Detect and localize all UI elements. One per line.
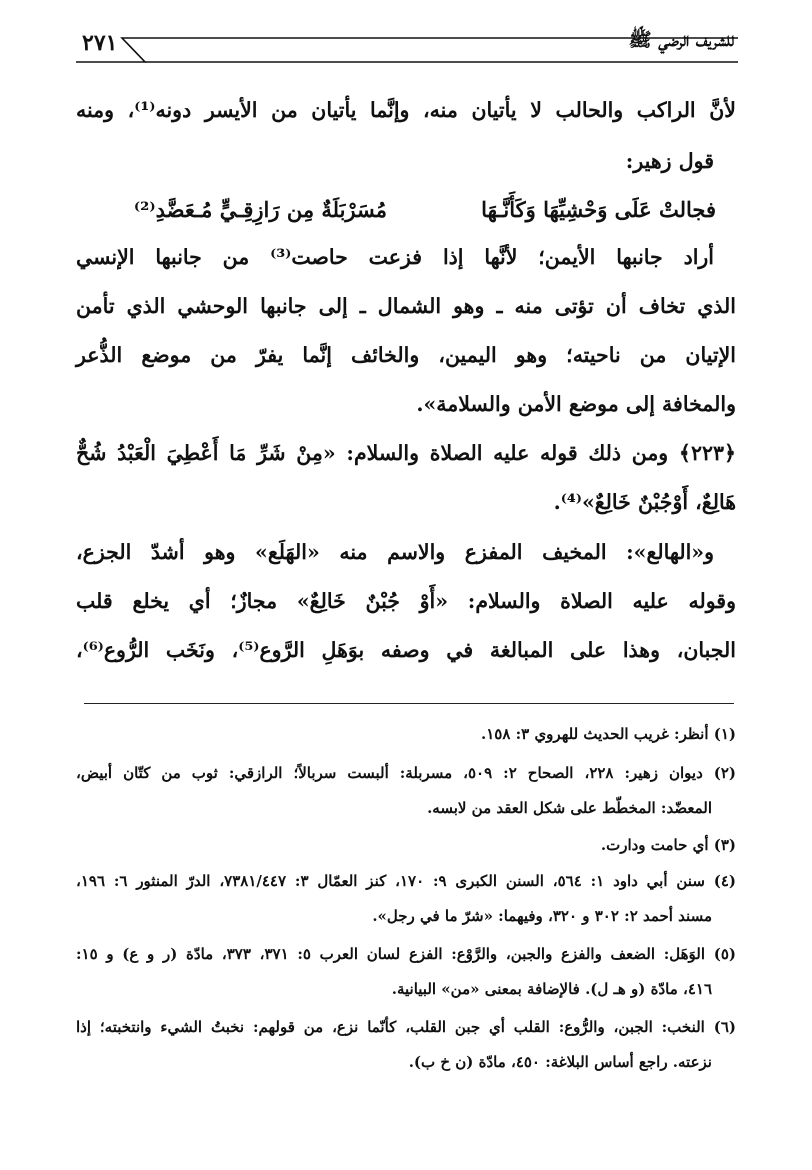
text-line: الذي تخاف أن تؤتى منه ـ وهو الشمال ـ إلى جانبها الوحشي الذي تأمن (76, 294, 736, 318)
footnote-5-cont: ٤١٦، مادّة (و هـ ل). فالإضافة بمعنى «من» البيانية. (391, 980, 712, 998)
footnote-2: (٢) ديوان زهير: ٢٢٨، الصحاح ٢: ٥٠٩، مسربلة: ألبست سربالاً؛ الرازقي: ثوب من كتّان أبيض، (76, 764, 737, 782)
page-number: ٢٧١ (82, 30, 118, 56)
footnote-2-cont: المعضّد: المخطّط على شكل العقد من لابسه. (427, 799, 712, 817)
text-line: الإتيان من ناحيته؛ وهو اليمين، والخائف إنَّما يفرّ من موضع الذُّعر (76, 343, 736, 367)
text-line: الجبان، وهذا على المبالغة في وصفه بوَهَلِ الرَّوع⁽⁵⁾، ونَخَب الرُّوع⁽⁶⁾، (76, 638, 736, 662)
text-line: أراد جانبها الأيمن؛ لأنَّها إذا فزعت حاصت⁽³⁾ من جانبها الإنسي (76, 245, 714, 269)
text-line: والمخافة إلى موضع الأمن والسلامة». (416, 392, 736, 416)
hadith-line: ﴿٢٢٣﴾ ومن ذلك قوله عليه الصلاة والسلام: «مِنْ شَرِّ مَا أَعْطِيَ الْعَبْدُ شُحٌّ (76, 441, 736, 465)
footnote-4-cont: مسند أحمد ٢: ٣٠٢ و ٣٢٠، وفيهما: «شرّ ما في رجل». (372, 907, 712, 925)
text-line: وقوله عليه الصلاة والسلام: «أَوْ جُبْنٌ خَالِعٌ» مجازٌ؛ أي يخلع قلب (76, 589, 736, 613)
footnote-1: (١) أنظر: غريب الحديث للهروي ٣: ١٥٨. (480, 725, 736, 743)
footnote-3: (٣) أي حامت ودارت. (600, 836, 736, 854)
text-line: قول زهير: (625, 149, 714, 173)
footnote-6: (٦) النخب: الجبن، والرُّوع: القلب أي جبن القلب، كأنّما نزع، من قولهم: نخبتُ الشيء وانتخبته؛ إذا (76, 1018, 736, 1036)
running-header-title: للشريف الرضي ﷺ (628, 29, 734, 51)
verse-second-hemistich: مُسَرْبَلَةٌ مِن رَازِقِـيٍّ مُـعَضَّدِ⁽²⁾ (133, 197, 387, 222)
hadith-line: هَالِعٌ، أَوْجُبْنٌ خَالِعٌ»⁽⁴⁾. (553, 490, 736, 514)
footnote-4: (٤) سنن أبي داود ١: ٥٦٤، السنن الكبرى ٩: ١٧٠، كنز العمّال ٣: ٧٣٨١/٤٤٧، الدرّ المنثور ٦: ١٩٦، (76, 872, 737, 890)
footnote-6-cont: نزعته. راجع أساس البلاغة: ٤٥٠، مادّة (ن خ ب). (408, 1053, 712, 1071)
text-line: و«الهالع»: المخيف المفزع والاسم منه «الهَلَع» وهو أشدّ الجزع، (76, 540, 714, 564)
footnote-5: (٥) الوَهَل: الضعف والفزع والجبن، والرَّوْع: الفزع لسان العرب ٥: ٣٧١، ٣٧٣، مادّة (ر و ع) و ١٥: (76, 945, 736, 963)
verse-first-hemistich: فجالتْ عَلَى وَحْشِيِّهَا وَكَأَنَّـهَا (481, 197, 716, 222)
text-line: لأنَّ الراكب والحالب لا يأتيان منه، وإنَّما يأتيان من الأيسر دونه⁽¹⁾، ومنه (76, 98, 736, 122)
footnote-separator (84, 703, 734, 704)
